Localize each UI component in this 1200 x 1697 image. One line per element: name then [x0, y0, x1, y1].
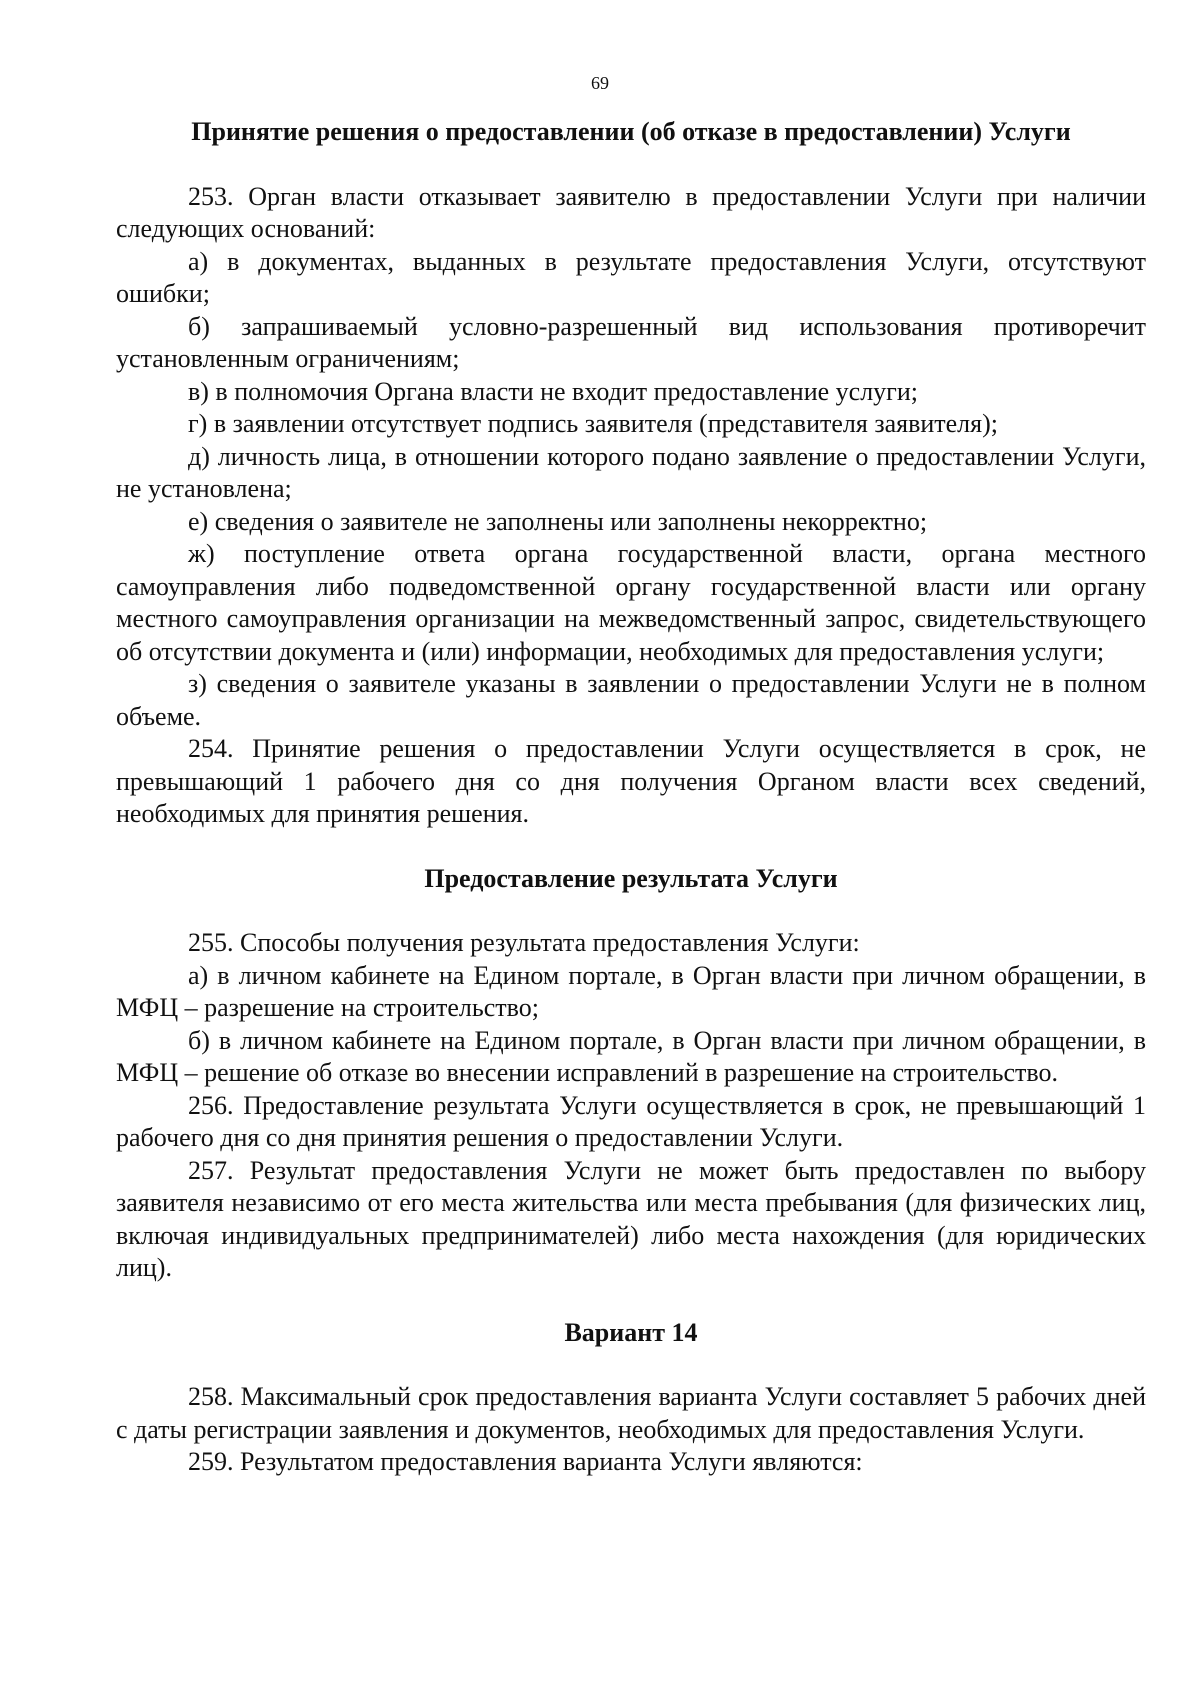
- paragraph-253-d: д) личность лица, в отношении которого подано заявление о предоставлении Услуги, не установлена;: [116, 441, 1146, 503]
- paragraph-255-b: б) в личном кабинете на Едином портале, в Орган власти при личном обращении, в МФЦ – решение об отказе во внесении исправлений в разрешение на строительство.: [116, 1025, 1146, 1087]
- paragraph-258: 258. Максимальный срок предоставления варианта Услуги составляет 5 рабочих дней с даты регистрации заявления и документов, необходимых для предоставления Услуги.: [116, 1382, 1146, 1444]
- paragraph-255-a: а) в личном кабинете на Едином портале, в Орган власти при личном обращении, в МФЦ – разрешение на строительство;: [116, 960, 1146, 1022]
- section-heading-result: Предоставление результата Услуги: [424, 863, 838, 893]
- document-body: [116, 116, 1146, 1479]
- section-heading-decision: Принятие решения о предоставлении (об отказе в предоставлении) Услуги: [191, 117, 1071, 146]
- paragraph-259: 259. Результатом предоставления варианта Услуги являются:: [188, 1447, 863, 1476]
- section-heading-variant-14: Вариант 14: [564, 1317, 698, 1347]
- paragraph-256: 256. Предоставление результата Услуги осуществляется в срок, не превышающий 1 рабочего дня со дня принятия решения о предоставлении Услуги.: [116, 1090, 1146, 1152]
- page-number: 69: [591, 73, 609, 93]
- paragraph-253-zh: ж) поступление ответа органа государственной власти, органа местного самоуправления либо подведомственной органу государственной власти или органу местного самоуправления организации на межведомственный запрос, свидетельствующего об отсутствии документа и (или) информации, необходимых для предоставления услуги;: [116, 539, 1146, 666]
- paragraph-253: 253. Орган власти отказывает заявителю в предоставлении Услуги при наличии следующих оснований:: [116, 181, 1146, 243]
- paragraph-255: 255. Способы получения результата предоставления Услуги:: [188, 928, 860, 957]
- paragraph-257: 257. Результат предоставления Услуги не может быть предоставлен по выбору заявителя независимо от его места жительства или места пребывания (для физических лиц, включая индивидуальных предпринимателей) либо места нахождения (для юридических лиц).: [116, 1155, 1146, 1282]
- paragraph-253-b: б) запрашиваемый условно-разрешенный вид использования противоречит установленным ограничениям;: [116, 311, 1146, 373]
- paragraph-253-a: а) в документах, выданных в результате предоставления Услуги, отсутствуют ошибки;: [116, 246, 1146, 308]
- paragraph-253-g: г) в заявлении отсутствует подпись заявителя (представителя заявителя);: [188, 409, 998, 438]
- paragraph-253-v: в) в полномочия Органа власти не входит предоставление услуги;: [188, 376, 918, 406]
- paragraph-254: 254. Принятие решения о предоставлении Услуги осуществляется в срок, не превышающий 1 рабочего дня со дня получения Органом власти всех сведений, необходимых для принятия решения.: [116, 734, 1146, 828]
- paragraph-253-z: з) сведения о заявителе указаны в заявлении о предоставлении Услуги не в полном объеме.: [116, 669, 1146, 731]
- paragraph-253-e: е) сведения о заявителе не заполнены или заполнены некорректно;: [188, 506, 928, 536]
